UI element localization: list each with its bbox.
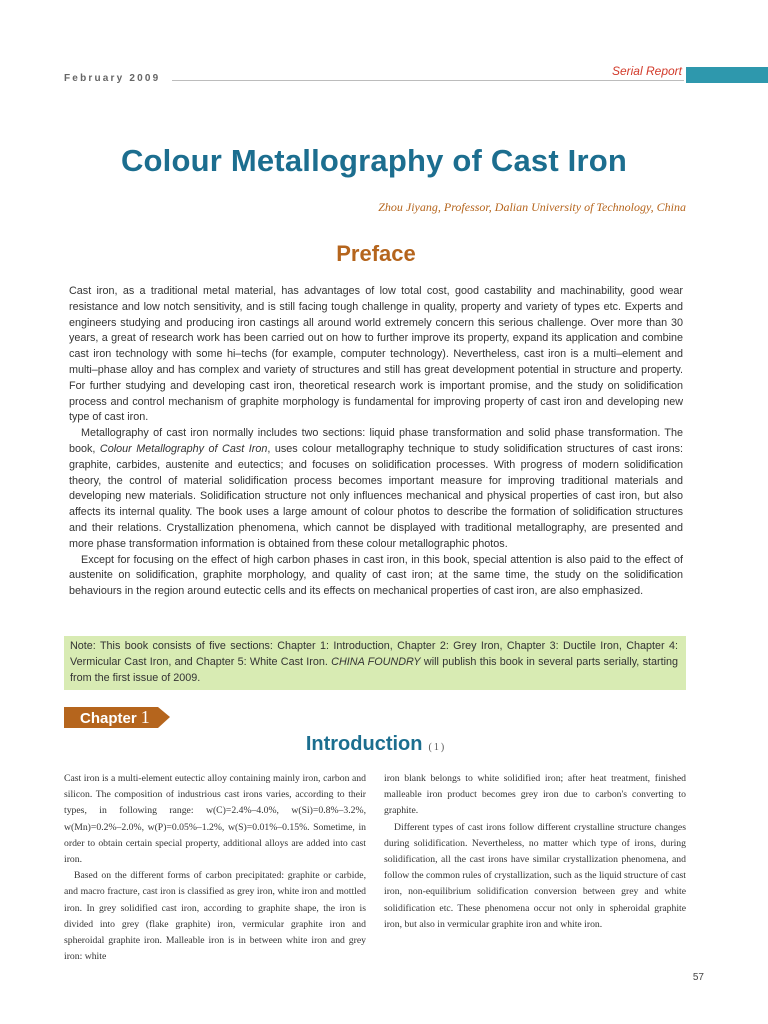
preface-paragraph-1: Cast iron, as a traditional metal material, has advantages of low total cost, good castability and machinability, good wear resistance and low notch sensitivity, and is still facing tough challenge in quality, property and variety of types etc. Experts and engineers studying and producing iron castings all around world extremely concern this serious challenge. Over more than 30 years, a great of research work has been carried out on how to further improve its property, expand its application and combine cast iron technology with some hi–techs (for example, computer technology). Nevertheless, cast iron is a multi–element and multi–phase alloy and has complex and variety of structures and still has great development potential in structure and property. For further studying and developing cast iron, theoretical research work is important promise, and the study on solidification process and control mechanism of graphite morphology is fundamental for improving property of cast iron and developing new type of cast iron. xyxy=(69,285,683,424)
intro-paragraph-3: iron blank belongs to white solidified iron; after heat treatment, finished malleable iron product becomes grey iron due to carbon's converting to graphite. xyxy=(384,773,686,817)
header-rule xyxy=(172,80,684,81)
journal-name: CHINA FOUNDRY xyxy=(331,655,421,668)
header-accent-bar xyxy=(686,67,768,83)
chapter-number: 1 xyxy=(140,707,150,727)
introduction-heading: Introduction (1) xyxy=(305,733,447,755)
book-title: Colour Metallography of Cast Iron xyxy=(99,442,268,455)
intro-paragraph-4: Different types of cast irons follow different crystalline structure changes during solidification. Nevertheless, no matter which type of irons, during solidification, all the cast irons have similar crystallization phenomena, and follow the common rules of crystallization, such as the liquid structure of cast iron, non-equilibrium solidification conversion between grey and white solidification etc. These phenomena occur not only in spheroidal graphite iron, but also in vermicular graphite iron and white iron. xyxy=(384,821,686,930)
introduction-reference: (1) xyxy=(428,742,447,753)
author-line: Zhou Jiyang, Professor, Dalian University of Technology, China xyxy=(378,200,686,214)
text-column-left xyxy=(64,771,366,965)
serial-report-label: Serial Report xyxy=(611,64,682,78)
preface-paragraph-2: Metallography of cast iron normally includes two sections: liquid phase transformation and solid phase transformation. The book, Colour Metallography of Cast Iron, uses colour metallography technique to study solidification structures of cast irons: graphite, carbides, austenite and eutectics; and focuses on solidification processes. With progress of modern solidification theory, the control of material solidification process becomes important measure for improving traditional materials and developing new materials. Solidification structure not only influences mechanical and physical properties of cast iron, but also affects its internal quality. The book uses a large amount of colour photos to describe the formation of solidification structures and their relations. Crystallization phenomena, which cannot be displayed with traditional metallography, are presented and more phase transformation information is obtained from these colour metallographic photos. xyxy=(69,427,683,550)
intro-paragraph-2: Based on the different forms of carbon precipitated: graphite or carbide, and macro fracture, cast iron is classified as grey iron, white iron and mottled iron. In grey solidified cast iron, according to graphite shape, the iron is divided into grey (flake graphite) iron, vermicular graphite iron and spheroidal graphite iron. Malleable iron is in between white iron and grey iron: white xyxy=(64,870,366,963)
intro-paragraph-1: Cast iron is a multi-element eutectic alloy containing mainly iron, carbon and silicon. The composition of industrious cast irons varies, according to their types, in following range: w(C)=2.4%–4.0%, w(Si)=0.8%–3.2%, w(Mn)=0.2%–2.0%, w(P)=0.05%–1.2%, w(S)=0.01%–0.15%. Sometime, in order to obtain certain special property, additional alloys are added into cast iron. xyxy=(64,773,366,866)
preface-paragraph-3: Except for focusing on the effect of high carbon phases in cast iron, in this book, special attention is also paid to the effect of austenite on solidification, graphite morphology, and quality of cast iron; at the same time, the study on the solidification behaviours in the region around eutectic cells and its effects on mechanical properties of cast iron, are also emphasized. xyxy=(69,553,683,598)
text-column-right xyxy=(384,771,686,933)
preface-body xyxy=(69,284,683,600)
issue-date: February 2009 xyxy=(64,73,161,84)
note-box: Note: This book consists of five sections: Chapter 1: Introduction, Chapter 2: Grey Iron, Chapter 3: Ductile Iron, Chapter 4: Vermicular Cast Iron, and Chapter 5: White Cast Iron. CHINA FOUNDRY will publish this book in several parts serially, starting from the first issue of 2009. xyxy=(64,636,686,690)
page-number: 57 xyxy=(692,972,704,983)
chapter-tab xyxy=(64,702,172,730)
preface-heading: Preface xyxy=(336,241,416,266)
chapter-label: Chapter 1 xyxy=(80,707,150,727)
article-title: Colour Metallography of Cast Iron xyxy=(120,143,628,178)
